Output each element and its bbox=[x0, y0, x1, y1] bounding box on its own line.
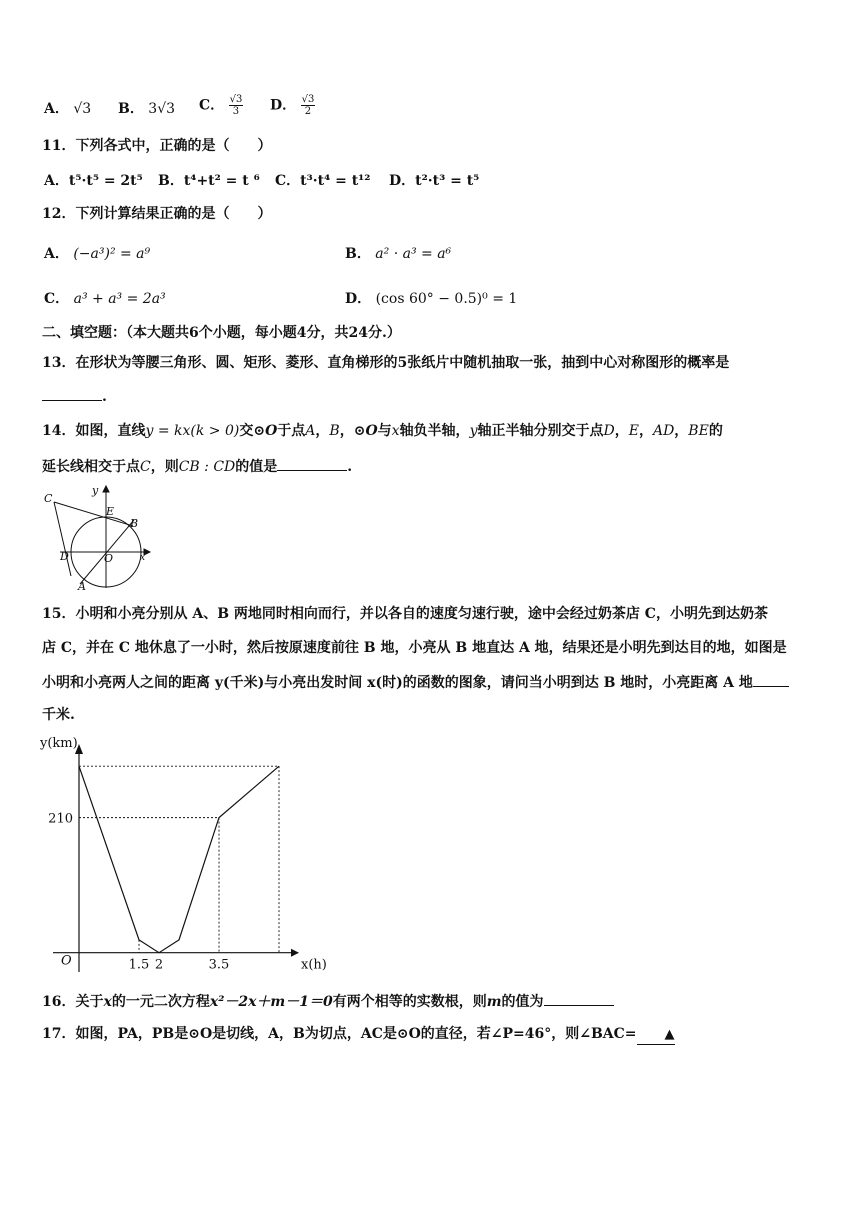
q17-line bbox=[42, 1025, 675, 1045]
q10-option-a bbox=[44, 100, 91, 118]
label-x: x bbox=[140, 553, 146, 563]
q15-text: 小明和小亮两人之间的距离 y(千米)与小亮出发时间 x(时)的函数的图象，请问当小明到达 B 地时，小亮距离 A 地 bbox=[42, 675, 753, 691]
q14-text: ， bbox=[315, 423, 330, 439]
fraction-numerator: √3 bbox=[229, 94, 243, 105]
option-text: a² · a³ = a⁶ bbox=[375, 246, 452, 262]
q14-equation: y = kx(k > 0) bbox=[145, 423, 240, 439]
option-text: t²·t³ = t⁵ bbox=[415, 173, 480, 189]
q16-var: m bbox=[486, 994, 502, 1010]
q14-var: D bbox=[603, 423, 615, 439]
q16-var: x bbox=[103, 994, 112, 1010]
label-c: C bbox=[44, 492, 53, 505]
q14-var: A bbox=[305, 423, 316, 439]
q11-option-b bbox=[158, 172, 260, 190]
q14-var: C bbox=[140, 459, 151, 475]
q15-line4: 千米. bbox=[42, 707, 75, 723]
option-text: t⁵·t⁵ = 2t⁵ bbox=[68, 173, 143, 189]
label-o: O bbox=[104, 552, 114, 565]
answer-blank bbox=[637, 1026, 675, 1045]
label-b: B bbox=[130, 517, 139, 530]
q14-text: ， bbox=[674, 423, 689, 439]
series-line bbox=[79, 766, 279, 953]
label-a: A bbox=[78, 580, 86, 592]
option-fraction bbox=[229, 94, 244, 117]
q14-var: O bbox=[365, 423, 378, 439]
option-letter: B． bbox=[345, 246, 371, 262]
q15-line1: 15．小明和小亮分别从 A、B 两地同时相向而行，并以各自的速度匀速行驶，途中会经过奶茶店 C，小明先到达奶茶 bbox=[42, 606, 768, 622]
q14-text: ，则 bbox=[150, 459, 179, 475]
answer-blank bbox=[753, 672, 789, 687]
option-letter: C． bbox=[275, 173, 301, 189]
q10-option-c bbox=[199, 94, 243, 117]
q14-text: 于点 bbox=[277, 423, 306, 439]
q11-option-c bbox=[275, 172, 370, 190]
label-d: D bbox=[60, 550, 69, 563]
q13-text: 13．在形状为等腰三角形、圆、矩形、菱形、直角梯形的5张纸片中随机抽取一张，抽到中心对称图形的概率是 bbox=[42, 355, 730, 371]
q14-text: ， bbox=[614, 423, 629, 439]
fraction-denominator: 3 bbox=[232, 106, 240, 117]
q14-text: ， bbox=[638, 423, 653, 439]
line-cb bbox=[54, 502, 133, 526]
q14-line2 bbox=[42, 456, 352, 476]
q15-line3 bbox=[42, 672, 789, 692]
q16-equation: x²－2x＋m－1＝0 bbox=[209, 994, 333, 1010]
q14-text: 轴负半轴， bbox=[399, 423, 470, 439]
x-tick-label: 3.5 bbox=[208, 957, 230, 973]
q17-text: 17．如图，PA，PB是⊙O是切线，A，B为切点，AC是⊙O的直径，若∠P=46°，则∠BAC= bbox=[42, 1026, 637, 1042]
q11-stem: 11．下列各式中，正确的是（ ） bbox=[42, 138, 272, 154]
option-fraction bbox=[301, 94, 316, 117]
option-letter: D． bbox=[345, 291, 372, 307]
section-title: 二、填空题：（本大题共6个小题，每小题4分，共24分.） bbox=[42, 325, 401, 341]
option-text: t³·t⁴ = t¹² bbox=[300, 173, 371, 189]
q14-text: 延长线相交于点 bbox=[42, 459, 140, 475]
q11-option-d bbox=[389, 172, 479, 190]
q14-text: 的 bbox=[708, 423, 723, 439]
answer-blank bbox=[277, 456, 347, 471]
y-tick-label: 210 bbox=[48, 811, 73, 827]
q14-text: 轴正半轴分别交于点 bbox=[477, 423, 604, 439]
triangle-icon: ▲ bbox=[664, 1027, 675, 1042]
q14-var: B bbox=[329, 423, 340, 439]
q14-var: AD bbox=[652, 423, 675, 439]
option-letter: A． bbox=[44, 173, 69, 189]
option-letter: A． bbox=[44, 101, 69, 117]
option-letter: C． bbox=[199, 97, 225, 114]
q14-text: 的值是 bbox=[235, 459, 278, 475]
q13-answer-line bbox=[42, 386, 107, 406]
q15-line2: 店 C，并在 C 地休息了一小时，然后按原速度前往 B 地，小亮从 B 地直达 A 地，结果还是小明先到达目的地，如图是 bbox=[42, 640, 787, 656]
q15-chart bbox=[35, 728, 335, 978]
origin-label: O bbox=[61, 953, 72, 969]
q12-stem: 12．下列计算结果正确的是（ ） bbox=[42, 206, 272, 222]
q16-text: 16．关于 bbox=[42, 994, 104, 1010]
q14-var: E bbox=[628, 423, 639, 439]
label-y: y bbox=[92, 484, 99, 497]
option-text: √3 bbox=[73, 101, 92, 117]
q12-option-b bbox=[345, 245, 451, 263]
q14-var: BE bbox=[688, 423, 709, 439]
option-text: a³ + a³ = 2a³ bbox=[73, 291, 166, 307]
q14-text: 交⊙ bbox=[239, 423, 266, 439]
q16-text: 的值为 bbox=[501, 994, 544, 1010]
option-text: 3√3 bbox=[148, 101, 176, 117]
q14-text: ，⊙ bbox=[339, 423, 366, 439]
q14-line1 bbox=[42, 422, 723, 440]
q14-text: 与 bbox=[377, 423, 392, 439]
option-letter: D． bbox=[270, 97, 297, 114]
option-letter: B． bbox=[118, 101, 144, 117]
y-axis-label: y(km) bbox=[40, 736, 78, 751]
answer-blank bbox=[42, 386, 102, 401]
q16-text: 有两个相等的实数根，则 bbox=[332, 994, 487, 1010]
option-letter: A． bbox=[44, 246, 69, 262]
q10-option-b bbox=[118, 100, 175, 118]
q12-option-a bbox=[44, 245, 150, 263]
x-tick-label: 1.5 bbox=[128, 957, 150, 973]
x-axis-label: x(h) bbox=[301, 957, 327, 973]
q14-var: O bbox=[265, 423, 278, 439]
q14-text: 14．如图，直线 bbox=[42, 423, 146, 439]
q16-text: 的一元二次方程 bbox=[111, 994, 210, 1010]
q14-figure bbox=[40, 480, 160, 592]
fraction-numerator: √3 bbox=[301, 94, 315, 105]
x-tick-label: 2 bbox=[154, 957, 164, 973]
option-text: (−a³)² = a⁹ bbox=[73, 246, 151, 262]
period: . bbox=[102, 389, 107, 405]
q14-var: x bbox=[391, 423, 400, 439]
option-text: (cos 60° − 0.5)⁰ = 1 bbox=[375, 291, 518, 307]
q10-option-d bbox=[270, 94, 315, 117]
option-letter: B． bbox=[158, 173, 184, 189]
option-letter: C． bbox=[44, 291, 70, 307]
y-axis-arrow bbox=[103, 486, 109, 492]
q12-option-d bbox=[345, 290, 517, 308]
fraction-denominator: 2 bbox=[304, 106, 312, 117]
q14-var: y bbox=[469, 423, 478, 439]
x-axis-arrow bbox=[291, 949, 299, 957]
q12-option-c bbox=[44, 290, 166, 308]
q11-option-a bbox=[44, 172, 143, 190]
q14-ratio: CB : CD bbox=[178, 459, 236, 475]
option-text: t⁴+t² = t ⁶ bbox=[183, 173, 260, 189]
line-cd bbox=[54, 502, 71, 576]
label-e: E bbox=[106, 505, 115, 518]
period: . bbox=[347, 459, 353, 475]
q16-line bbox=[42, 991, 614, 1011]
option-letter: D． bbox=[389, 173, 416, 189]
answer-blank bbox=[544, 991, 614, 1006]
